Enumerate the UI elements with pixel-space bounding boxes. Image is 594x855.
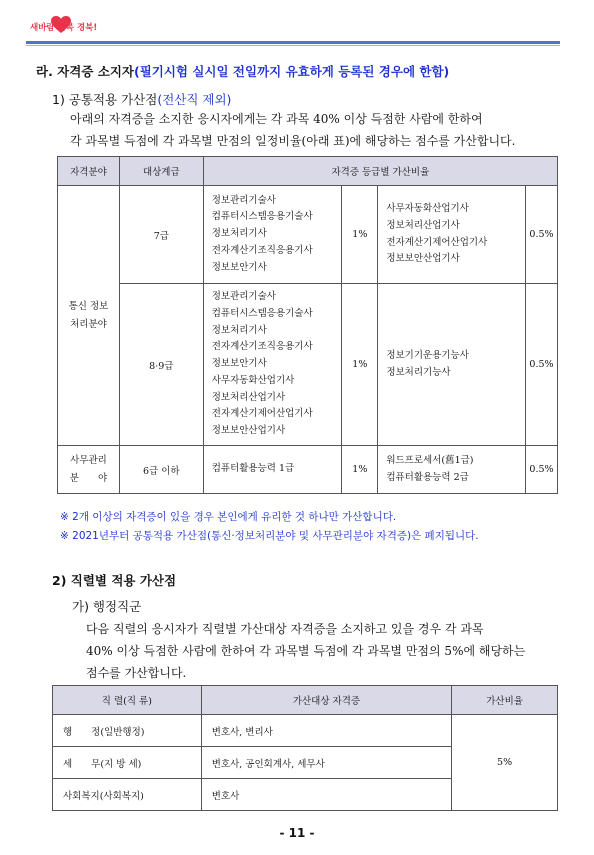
- series-cell: 세 무(지 방 세): [53, 747, 202, 779]
- grade-cell: 7급: [119, 186, 203, 284]
- certs-cell: 정보기기운용기능사 정보처리기능사: [378, 284, 526, 446]
- certs-cell: 워드프로세서(舊1급) 컴퓨터활용능력 2급: [378, 446, 526, 494]
- certs-cell: 사무자동화산업기사 정보처리산업기사 전자계산기제어산업기사 정보보안산업기사: [378, 186, 526, 284]
- rate-cell: 1%: [342, 284, 378, 446]
- table-header: 직 렬(직 류): [53, 686, 202, 715]
- certs-cell: 변호사: [201, 779, 451, 811]
- certs-cell: 컴퓨터활용능력 1급: [203, 446, 342, 494]
- field-cell: 통신 정보 처리분야: [58, 186, 120, 446]
- paragraph-2-line-2: 40% 이상 득점한 사람에 한하여 각 과목별 득점에 각 과목별 만점의 5%에 해당하는: [86, 644, 526, 658]
- logo: [30, 16, 96, 38]
- certs-cell: 변호사, 변리사: [201, 715, 451, 747]
- series-cell: 행 정(일반행정): [53, 715, 202, 747]
- certs-cell: 정보관리기술사 컴퓨터시스템응용기술사 정보처리기사 전자계산기조직응용기사 정보보안기사 사무자동화산업기사 정보처리산업기사 전자계산기제어산업기사 정보보안산업기사: [203, 284, 342, 446]
- rate-cell: 0.5%: [525, 284, 557, 446]
- rate-cell: 1%: [342, 446, 378, 494]
- section-title-note: (필기시험 실시일 전일까지 유효하게 등록된 경우에 한함): [133, 64, 450, 79]
- certs-cell: 정보관리기술사 컴퓨터시스템응용기술사 정보처리기사 전자계산기조직응용기사 정보보안기사: [203, 186, 342, 284]
- subsection-1-note: (전산직 제외): [157, 92, 232, 107]
- subsection-2a-title: 가) 행정직군: [72, 599, 142, 614]
- note-2: ※ 2021년부터 공통적용 가산점(통신·정보처리분야 및 사무관리분야 자격증)은 폐지됩니다.: [60, 530, 479, 542]
- paragraph-1-line-2: 각 과목별 득점에 각 과목별 만점의 일정비율(아래 표)에 해당하는 점수를 가산합니다.: [70, 134, 516, 148]
- header-divider-thin: [26, 45, 560, 46]
- note-1: ※ 2개 이상의 자격증이 있을 경우 본인에게 유리한 것 하나만 가산합니다.: [60, 511, 397, 523]
- page-number: - 11 -: [279, 826, 315, 840]
- subsection-1-main: 1) 공통적용 가산점: [52, 92, 158, 107]
- common-bonus-table: [57, 156, 558, 494]
- table-header: 자격분야: [58, 157, 120, 186]
- field-cell: 사무관리 분 야: [58, 446, 120, 494]
- admin-bonus-table: [52, 685, 558, 811]
- rate-cell: 0.5%: [525, 446, 557, 494]
- paragraph-2-line-1: 다음 직렬의 응시자가 직렬별 가산대상 자격증을 소지하고 있을 경우 각 과목: [86, 622, 484, 636]
- grade-cell: 6급 이하: [119, 446, 203, 494]
- table-header: 가산비율: [452, 686, 558, 715]
- table-header: 자격증 등급별 가산비율: [203, 157, 557, 186]
- header-divider: [26, 41, 560, 44]
- rate-cell: 5%: [452, 715, 558, 811]
- subsection-1-title: [52, 90, 231, 108]
- series-cell: 사회복지(사회복지): [53, 779, 202, 811]
- grade-cell: 8·9급: [119, 284, 203, 446]
- certs-cell: 변호사, 공인회계사, 세무사: [201, 747, 451, 779]
- paragraph-1-line-1: 아래의 자격증을 소지한 응시자에게는 각 과목 40% 이상 득점한 사람에 한하여: [70, 112, 483, 126]
- section-title: [36, 62, 449, 80]
- logo-text: 새바람 행복 경북!: [30, 23, 98, 33]
- rate-cell: 0.5%: [525, 186, 557, 284]
- paragraph-2-line-3: 점수를 가산합니다.: [86, 666, 187, 680]
- table-header: 대상계급: [119, 157, 203, 186]
- section-title-main: 라. 자격증 소지자: [36, 64, 134, 79]
- rate-cell: 1%: [342, 186, 378, 284]
- table-header: 가산대상 자격증: [201, 686, 451, 715]
- subsection-2-title: 2) 직렬별 적용 가산점: [52, 573, 177, 588]
